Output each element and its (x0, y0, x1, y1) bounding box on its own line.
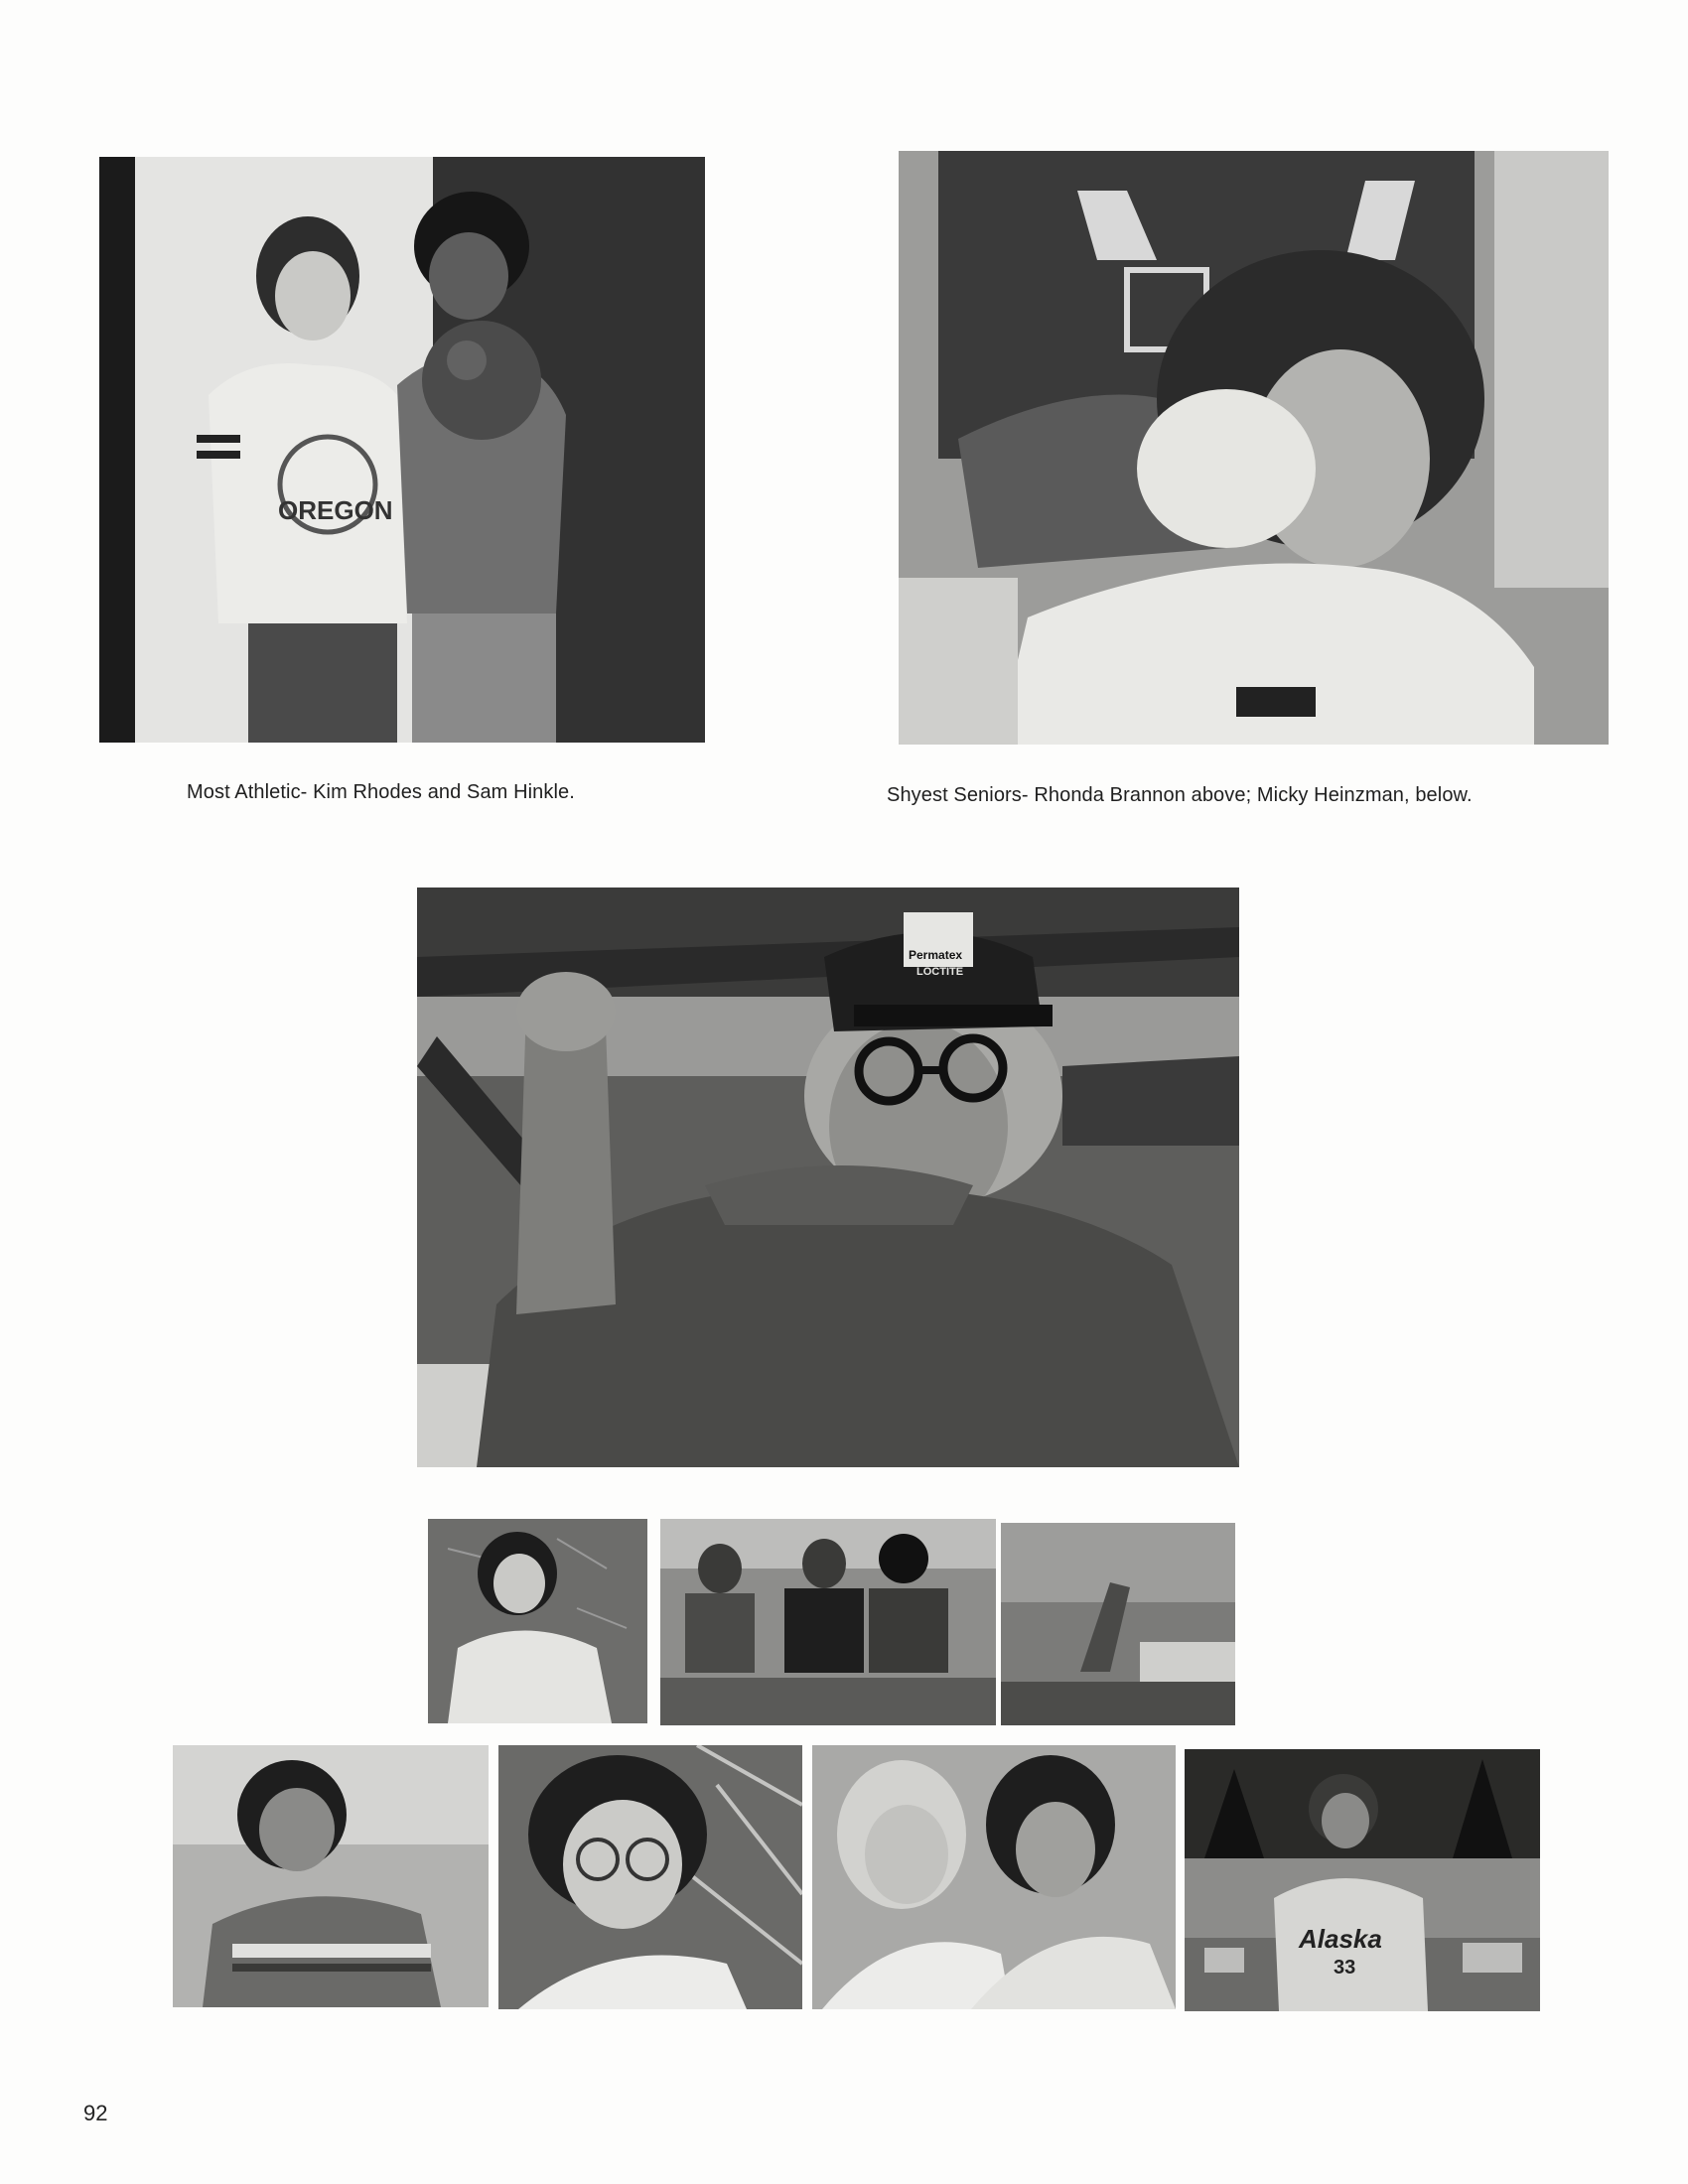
alaska-shirt-text: Alaska (1299, 1924, 1382, 1954)
oregon-shirt-text: OREGON (278, 495, 393, 525)
page-number: 92 (83, 2101, 108, 2125)
photo-three-boys-bleachers (660, 1519, 996, 1725)
jersey-number: 33 (1334, 1957, 1356, 1979)
photo-boy-striped-shirt (173, 1745, 489, 2007)
photo-two-girls (812, 1745, 1176, 2009)
photo-girl-with-glasses (498, 1745, 802, 2009)
photo-boy-alaska-shirt (1185, 1749, 1540, 2011)
cap-brand-text: Permatex (909, 948, 963, 962)
photo-girl-at-chalkboard (428, 1519, 647, 1723)
photo-waving-arm-outdoors (1001, 1523, 1235, 1725)
photo-most-athletic (99, 157, 705, 743)
cap-brand-text-2: LOCTITE (916, 966, 964, 978)
photo-shyest-senior-above (899, 151, 1609, 745)
caption-most-athletic: Most Athletic- Kim Rhodes and Sam Hinkle. (187, 781, 575, 803)
caption-shyest-seniors: Shyest Seniors- Rhonda Brannon above; Micky Heinzman, below. (887, 784, 1473, 806)
photo-boy-with-cap (417, 887, 1239, 1467)
